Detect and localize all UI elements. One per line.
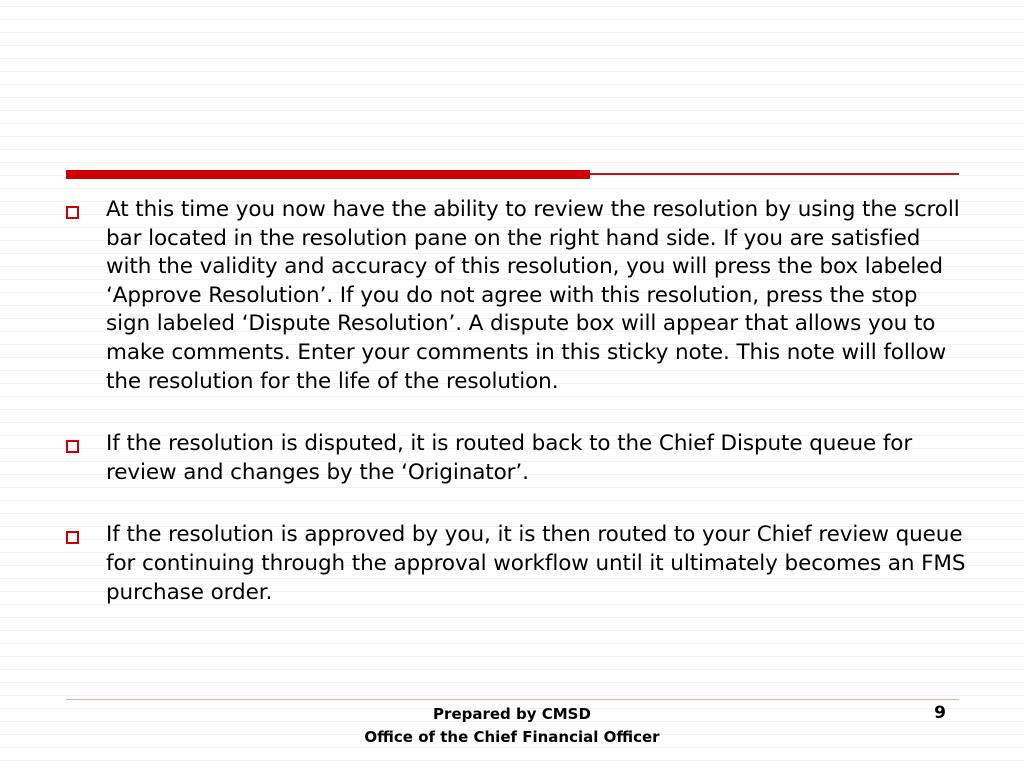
- footer-line-2: Office of the Chief Financial Officer: [364, 728, 660, 747]
- title-divider-thick-bar: [66, 170, 590, 179]
- list-item: [66, 521, 966, 607]
- footer-divider: [66, 699, 959, 700]
- list-item: [66, 196, 966, 396]
- bullet-text: At this time you now have the ability to review the resolution by using the scroll bar located in the resolution pane on the right hand side. If you are satisfied with the validity and accuracy of this resolution, you will press the box labeled ‘Approve Resolution’. If you do not agree with this resolution, press the stop sign labeled ‘Dispute Resolution’. A dispute box will appear that allows you to make comments. Enter your comments in this sticky note. This note will follow the resolution for the life of the resolution.: [106, 197, 960, 394]
- square-bullet-icon: [66, 440, 79, 453]
- footer-line-1: Prepared by CMSD: [433, 705, 591, 723]
- footer: [0, 703, 1024, 750]
- square-bullet-icon: [66, 206, 79, 219]
- list-item: [66, 430, 966, 487]
- title-divider: [66, 170, 959, 179]
- page-number: 9: [934, 703, 946, 723]
- bullet-text: If the resolution is disputed, it is routed back to the Chief Dispute queue for review and changes by the ‘Originator’.: [106, 431, 913, 485]
- square-bullet-icon: [66, 531, 79, 544]
- bullet-list: [66, 196, 966, 607]
- bullet-text: If the resolution is approved by you, it is then routed to your Chief review queue for continuing through the approval workflow until it ultimately becomes an FMS purchase order.: [106, 522, 966, 605]
